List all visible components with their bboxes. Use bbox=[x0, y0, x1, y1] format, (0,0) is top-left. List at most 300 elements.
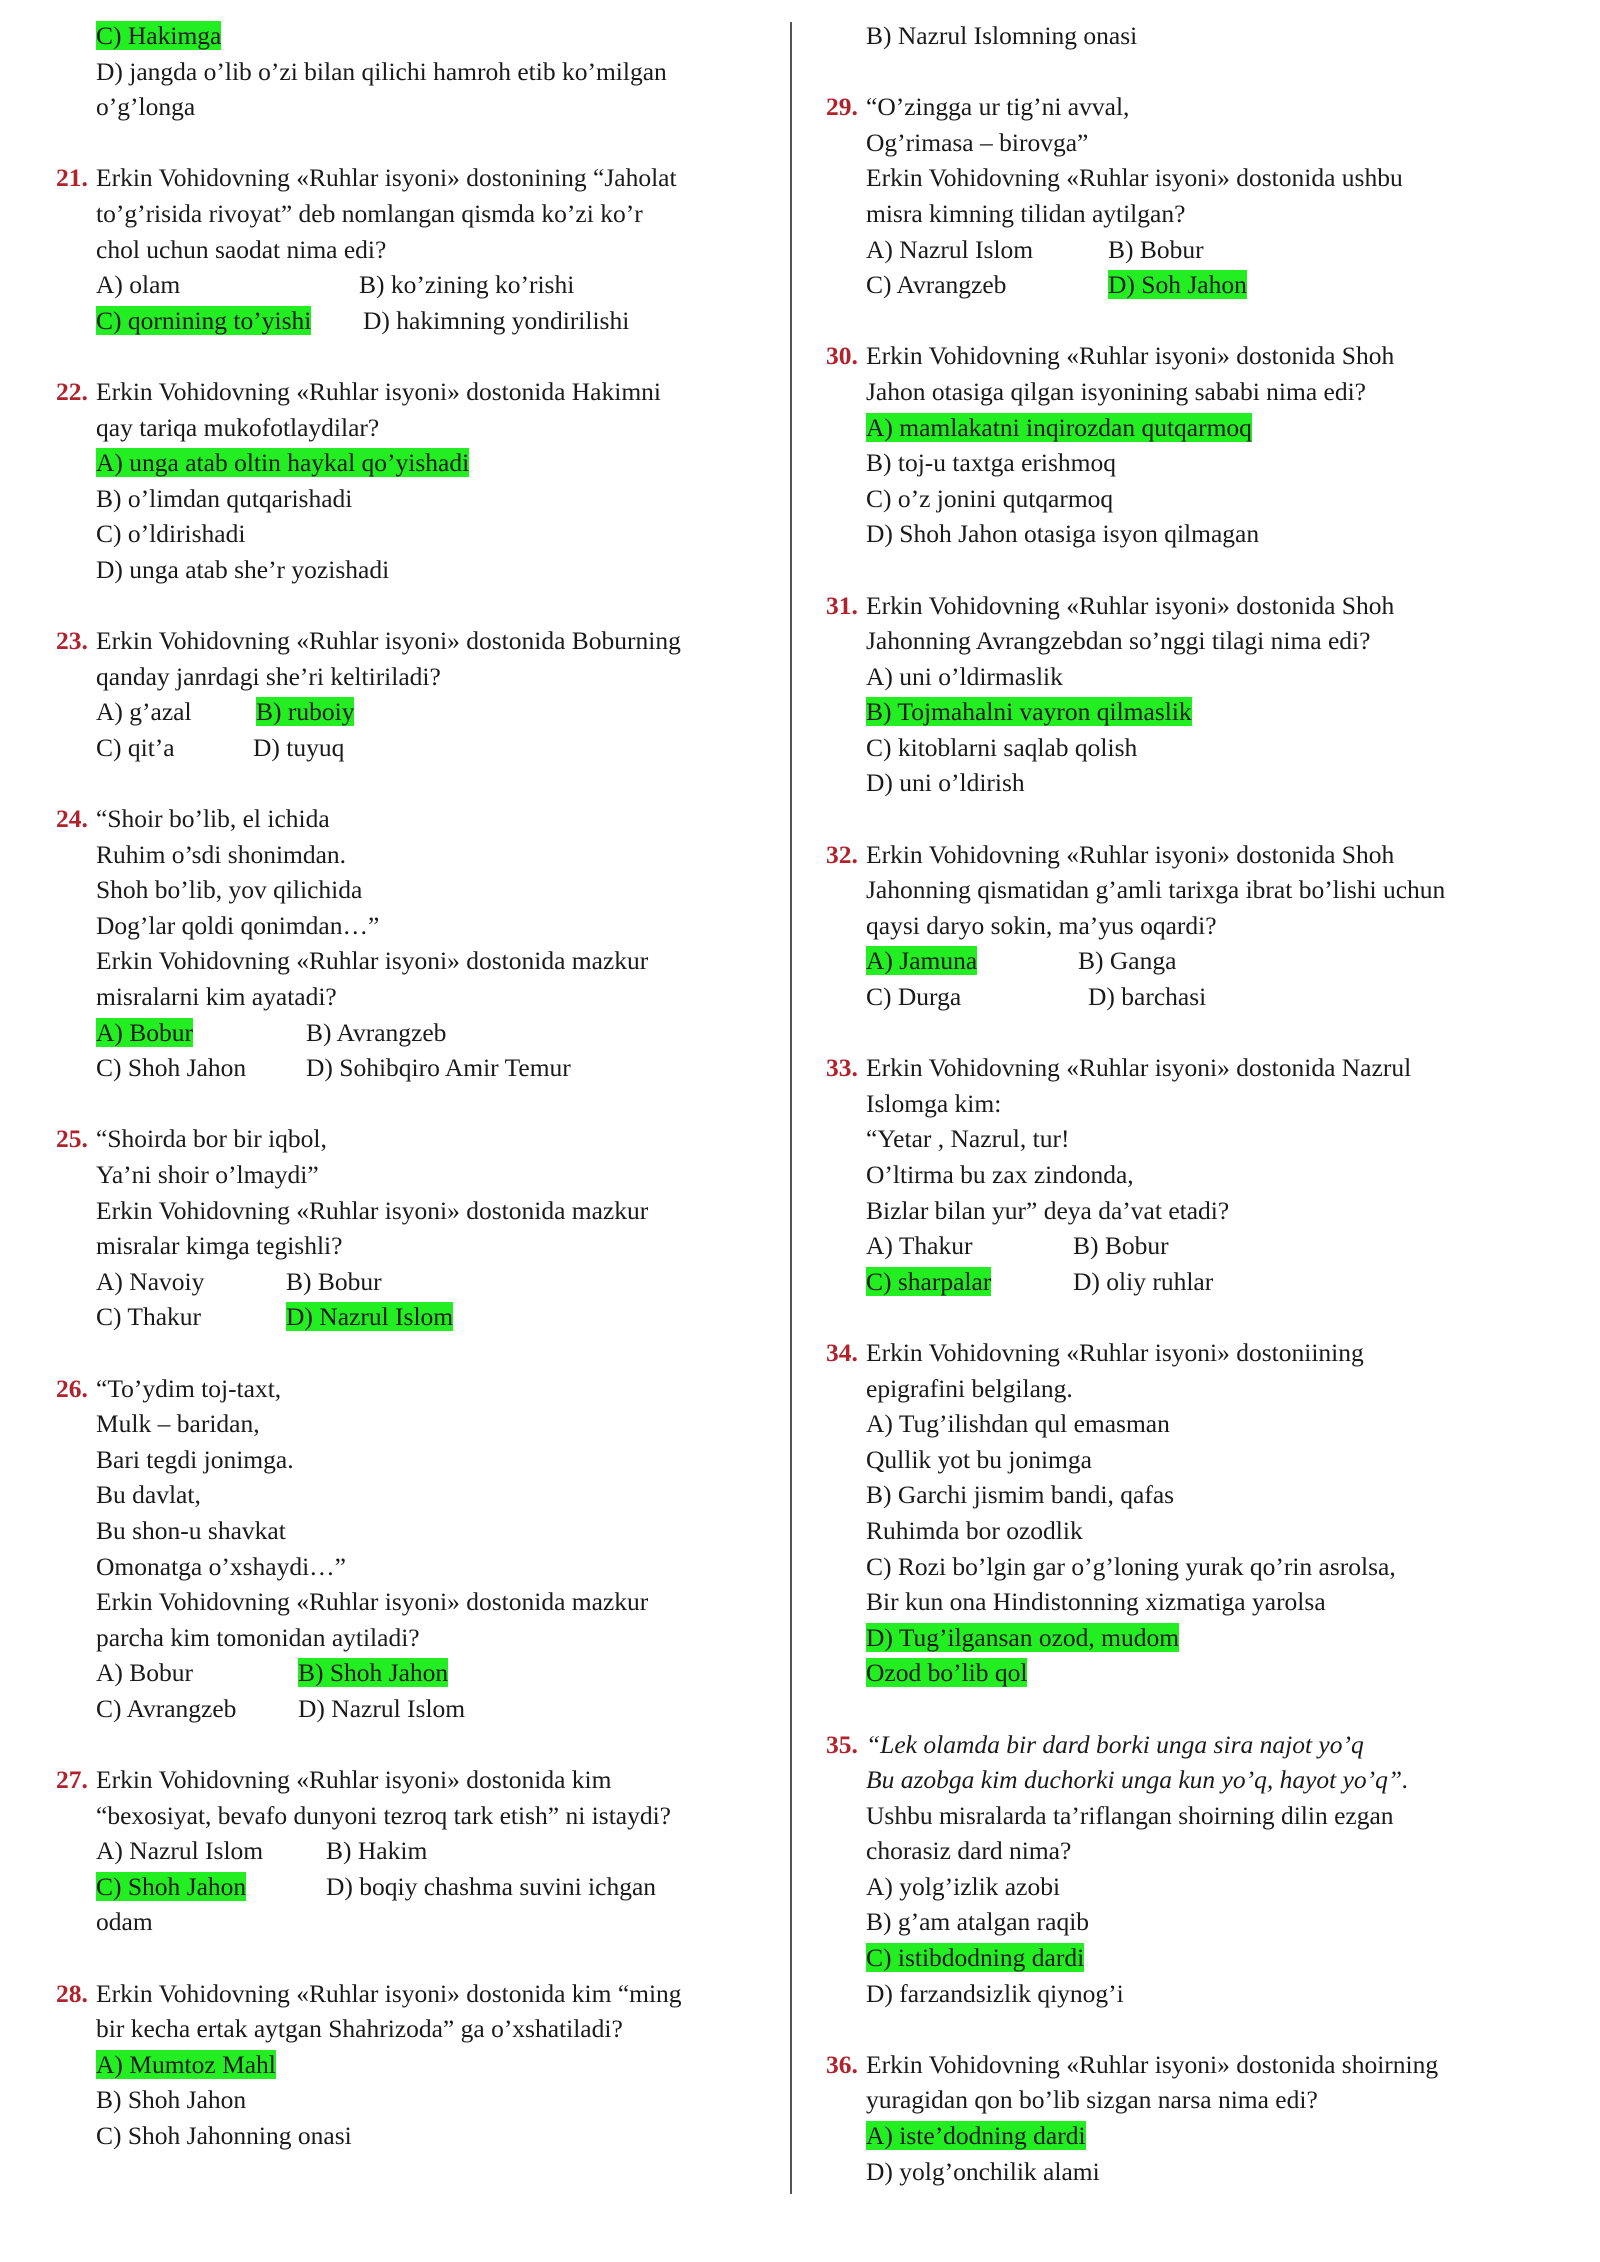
question-block bbox=[826, 588, 1546, 802]
answer-option bbox=[96, 1264, 286, 1300]
answer-option bbox=[96, 516, 245, 552]
option-row bbox=[56, 2047, 776, 2083]
answer-option bbox=[866, 1442, 1092, 1478]
answer-text: D) unga atab she’r yozishadi bbox=[96, 554, 390, 584]
question-text: Erkin Vohidovning «Ruhlar isyoni» dostonida mazkur bbox=[96, 1195, 649, 1225]
correct-answer: C) Shoh Jahon bbox=[96, 1871, 247, 1901]
option-row bbox=[826, 1228, 1546, 1264]
question-line bbox=[56, 1798, 776, 1834]
question-text: Jahon otasiga qilgan isyonining sababi nima edi? bbox=[866, 376, 1366, 406]
question-line bbox=[56, 1406, 776, 1442]
option-row bbox=[826, 1264, 1546, 1300]
question-block bbox=[56, 160, 776, 338]
option-row bbox=[826, 2154, 1546, 2190]
question-line bbox=[56, 1121, 776, 1157]
answer-option bbox=[866, 979, 1088, 1015]
question-text: Erkin Vohidovning «Ruhlar isyoni» dostonida shoirning bbox=[866, 2049, 1439, 2079]
correct-answer: A) Bobur bbox=[96, 1017, 194, 1047]
answer-option bbox=[298, 1691, 465, 1727]
option-row bbox=[56, 303, 776, 339]
question-text: yuragidan qon bo’lib sizgan narsa nima edi? bbox=[866, 2085, 1318, 2115]
answer-text: Bir kun ona Hindistonning xizmatiga yarolsa bbox=[866, 1587, 1326, 1617]
question-text: Erkin Vohidovning «Ruhlar isyoni» dostonida Hakimni bbox=[96, 376, 662, 406]
question-text: qay tariqa mukofotlaydilar? bbox=[96, 412, 380, 442]
answer-text: A) olam bbox=[96, 270, 181, 300]
answer-text: B) Avrangzeb bbox=[306, 1017, 447, 1047]
question-text: Erkin Vohidovning «Ruhlar isyoni» dostonida Shoh bbox=[866, 341, 1395, 371]
question-text: Erkin Vohidovning «Ruhlar isyoni» dostonida mazkur bbox=[96, 946, 649, 976]
option-row bbox=[56, 516, 776, 552]
option-row bbox=[56, 1299, 776, 1335]
question-text: “Lek olamda bir dard borki unga sira najot yo’q bbox=[866, 1729, 1364, 1759]
correct-answer: B) Shoh Jahon bbox=[298, 1658, 449, 1688]
question-number: 34. bbox=[826, 1337, 858, 1367]
option-row bbox=[826, 943, 1546, 979]
question-text: Islomga kim: bbox=[866, 1088, 1002, 1118]
answer-text: C) Thakur bbox=[96, 1302, 202, 1332]
answer-text: D) Nazrul Islom bbox=[298, 1693, 466, 1723]
answer-text: D) jangda o’lib o’zi bilan qilichi hamroh etib ko’milgan bbox=[96, 56, 667, 86]
question-line bbox=[826, 2082, 1546, 2118]
option-row bbox=[56, 481, 776, 517]
question-line bbox=[56, 1193, 776, 1229]
question-text: to’g’risida rivoyat” deb nomlangan qismda ko’zi ko’r bbox=[96, 198, 643, 228]
question-block bbox=[826, 18, 1546, 54]
question-line bbox=[826, 1193, 1546, 1229]
correct-answer: A) mamlakatni inqirozdan qutqarmoq bbox=[866, 412, 1252, 442]
question-line bbox=[826, 1833, 1546, 1869]
option-row bbox=[56, 18, 776, 54]
question-text: Jahonning Avrangzebdan so’nggi tilagi nima edi? bbox=[866, 626, 1371, 656]
question-line bbox=[826, 837, 1546, 873]
question-block bbox=[56, 1121, 776, 1335]
option-row bbox=[826, 445, 1546, 481]
answer-text: B) Garchi jismim bandi, qafas bbox=[866, 1480, 1175, 1510]
question-text: Erkin Vohidovning «Ruhlar isyoni» dostonining “Jaholat bbox=[96, 163, 677, 193]
question-text: Erkin Vohidovning «Ruhlar isyoni» dostonida kim bbox=[96, 1765, 612, 1795]
answer-option bbox=[96, 1299, 286, 1335]
question-text: “bexosiyat, bevafo dunyoni tezroq tark etish” ni istaydi? bbox=[96, 1800, 671, 1830]
question-block bbox=[56, 801, 776, 1086]
question-line bbox=[56, 659, 776, 695]
question-line bbox=[56, 943, 776, 979]
answer-option bbox=[866, 1228, 1073, 1264]
question-number: 26. bbox=[56, 1373, 88, 1403]
answer-option bbox=[866, 2154, 1100, 2190]
question-text: parcha kim tomonidan aytiladi? bbox=[96, 1622, 420, 1652]
answer-option bbox=[1078, 943, 1176, 979]
answer-option bbox=[96, 2047, 276, 2083]
answer-text: A) uni o’ldirmaslik bbox=[866, 661, 1063, 691]
question-block bbox=[826, 837, 1546, 1015]
answer-option bbox=[1073, 1228, 1169, 1264]
answer-option bbox=[326, 1833, 427, 1869]
question-text: Jahonning qismatidan g’amli tarixga ibrat bo’lishi uchun bbox=[866, 875, 1446, 905]
question-line bbox=[826, 374, 1546, 410]
question-line bbox=[826, 1335, 1546, 1371]
question-line bbox=[826, 196, 1546, 232]
question-line bbox=[826, 1727, 1546, 1763]
answer-text: B) Nazrul Islomning onasi bbox=[866, 21, 1138, 50]
answer-text: C) Shoh Jahonning onasi bbox=[96, 2121, 352, 2151]
question-text: Og’rimasa – birovga” bbox=[866, 127, 1089, 157]
answer-text: D) hakimning yondirilishi bbox=[363, 305, 630, 335]
answer-text: odam bbox=[96, 1907, 153, 1937]
option-row bbox=[826, 267, 1546, 303]
question-number: 35. bbox=[826, 1729, 858, 1759]
left-column bbox=[56, 18, 776, 2189]
question-line bbox=[56, 1371, 776, 1407]
question-text: chorasiz dard nima? bbox=[866, 1836, 1072, 1866]
answer-option bbox=[866, 1584, 1326, 1620]
question-text: Ya’ni shoir o’lmaydi” bbox=[96, 1160, 319, 1189]
question-line bbox=[56, 1442, 776, 1478]
question-block bbox=[826, 1335, 1546, 1691]
correct-answer: D) Soh Jahon bbox=[1108, 270, 1247, 300]
right-column bbox=[826, 18, 1546, 2225]
question-number: 29. bbox=[826, 92, 858, 122]
question-text: “To’ydim toj-taxt, bbox=[96, 1373, 282, 1403]
question-line bbox=[56, 1584, 776, 1620]
option-row bbox=[56, 730, 776, 766]
answer-option bbox=[866, 445, 1116, 481]
answer-option bbox=[96, 267, 359, 303]
question-line bbox=[56, 837, 776, 873]
question-text: Erkin Vohidovning «Ruhlar isyoni» dostonida Shoh bbox=[866, 839, 1395, 869]
answer-text: B) ko’zining ko’rishi bbox=[359, 270, 575, 300]
option-row bbox=[826, 18, 1546, 54]
option-row bbox=[56, 1655, 776, 1691]
question-line bbox=[56, 908, 776, 944]
answer-text: B) toj-u taxtga erishmoq bbox=[866, 448, 1116, 478]
question-number: 27. bbox=[56, 1765, 88, 1795]
question-text: Erkin Vohidovning «Ruhlar isyoni» dostoniining bbox=[866, 1337, 1364, 1367]
answer-option bbox=[1108, 267, 1247, 303]
question-text: Ushbu misralarda ta’riflangan shoirning dilin ezgan bbox=[866, 1800, 1394, 1830]
question-block bbox=[56, 1976, 776, 2154]
answer-text: A) Nazrul Islom bbox=[866, 234, 1034, 264]
answer-text: C) kitoblarni saqlab qolish bbox=[866, 732, 1138, 762]
question-block bbox=[56, 374, 776, 588]
correct-answer: C) qornining to’yishi bbox=[96, 305, 312, 335]
option-row bbox=[826, 1442, 1546, 1478]
question-text: Omonatga o’xshaydi…” bbox=[96, 1551, 346, 1581]
question-text: Erkin Vohidovning «Ruhlar isyoni» dostonida mazkur bbox=[96, 1587, 649, 1617]
question-number: 24. bbox=[56, 804, 88, 834]
answer-text: D) farzandsizlik qiynog’i bbox=[866, 1978, 1124, 2008]
answer-text: D) Sohibqiro Amir Temur bbox=[306, 1053, 571, 1083]
question-line bbox=[56, 1549, 776, 1585]
answer-option bbox=[866, 1513, 1083, 1549]
answer-option bbox=[96, 1869, 326, 1905]
correct-answer: D) Nazrul Islom bbox=[286, 1302, 454, 1332]
answer-option bbox=[866, 1549, 1396, 1585]
question-line bbox=[826, 623, 1546, 659]
question-text: Shoh bo’lib, yov qilichida bbox=[96, 875, 363, 905]
question-text: Bari tegdi jonimga. bbox=[96, 1444, 294, 1474]
option-row bbox=[56, 2118, 776, 2154]
answer-text: B) Bobur bbox=[1073, 1231, 1169, 1261]
answer-option bbox=[866, 516, 1259, 552]
option-row bbox=[826, 1549, 1546, 1585]
answer-option bbox=[866, 659, 1063, 695]
question-text: qanday janrdagi she’ri keltiriladi? bbox=[96, 661, 441, 691]
option-row bbox=[826, 410, 1546, 446]
question-text: Dog’lar qoldi qonimdan…” bbox=[96, 910, 380, 940]
answer-text: A) Navoiy bbox=[96, 1266, 205, 1296]
answer-text: B) o’limdan qutqarishadi bbox=[96, 483, 353, 513]
question-text: Erkin Vohidovning «Ruhlar isyoni» dostonida Nazrul bbox=[866, 1053, 1412, 1083]
answer-text: A) yolg’izlik azobi bbox=[866, 1871, 1061, 1901]
question-line bbox=[56, 1762, 776, 1798]
answer-option bbox=[96, 1904, 153, 1940]
question-line bbox=[826, 588, 1546, 624]
correct-answer: Ozod bo’lib qol bbox=[866, 1658, 1028, 1688]
question-line bbox=[826, 1157, 1546, 1193]
question-line bbox=[56, 979, 776, 1015]
answer-text: D) uni o’ldirish bbox=[866, 768, 1025, 798]
answer-text: o’g’longa bbox=[96, 92, 196, 122]
question-text: “Shoirda bor bir iqbol, bbox=[96, 1124, 327, 1154]
option-row bbox=[826, 1869, 1546, 1905]
question-text: qaysi daryo sokin, ma’yus oqardi? bbox=[866, 910, 1217, 940]
question-number: 23. bbox=[56, 626, 88, 656]
question-number: 33. bbox=[826, 1053, 858, 1083]
answer-option bbox=[253, 730, 344, 766]
option-row bbox=[56, 54, 776, 90]
option-row bbox=[826, 481, 1546, 517]
option-row bbox=[826, 1584, 1546, 1620]
question-text: Erkin Vohidovning «Ruhlar isyoni» dostonida kim “ming bbox=[96, 1978, 682, 2008]
answer-option bbox=[96, 1015, 306, 1051]
answer-text: C) o’z jonini qutqarmoq bbox=[866, 483, 1114, 513]
option-row bbox=[826, 694, 1546, 730]
question-line bbox=[56, 623, 776, 659]
answer-option bbox=[298, 1655, 448, 1691]
answer-option bbox=[363, 303, 629, 339]
question-number: 31. bbox=[826, 590, 858, 620]
answer-option bbox=[96, 694, 256, 730]
answer-option bbox=[866, 1869, 1060, 1905]
option-row bbox=[56, 1691, 776, 1727]
question-text: Erkin Vohidovning «Ruhlar isyoni» dostonida ushbu bbox=[866, 163, 1403, 193]
answer-option bbox=[256, 694, 354, 730]
option-row bbox=[56, 89, 776, 125]
question-number: 22. bbox=[56, 376, 88, 406]
answer-option bbox=[866, 1976, 1124, 2012]
answer-text: Ruhimda bor ozodlik bbox=[866, 1515, 1083, 1545]
option-row bbox=[56, 1833, 776, 1869]
question-line bbox=[56, 410, 776, 446]
question-line bbox=[826, 1121, 1546, 1157]
answer-text: A) Tug’ilishdan qul emasman bbox=[866, 1409, 1170, 1439]
answer-text: B) g’am atalgan raqib bbox=[866, 1907, 1090, 1937]
question-text: “Yetar , Nazrul, tur! bbox=[866, 1124, 1070, 1154]
question-line bbox=[56, 872, 776, 908]
question-number: 32. bbox=[826, 839, 858, 869]
question-line bbox=[56, 2011, 776, 2047]
answer-option bbox=[866, 18, 1137, 54]
option-row bbox=[56, 2082, 776, 2118]
answer-option bbox=[866, 267, 1108, 303]
answer-text: D) Shoh Jahon otasiga isyon qilmagan bbox=[866, 519, 1260, 549]
question-line bbox=[826, 1762, 1546, 1798]
answer-text: C) qit’a bbox=[96, 732, 175, 762]
option-row bbox=[826, 765, 1546, 801]
option-row bbox=[826, 232, 1546, 268]
question-number: 36. bbox=[826, 2049, 858, 2079]
question-line bbox=[826, 125, 1546, 161]
answer-text: B) Hakim bbox=[326, 1836, 428, 1866]
answer-option bbox=[96, 1833, 326, 1869]
answer-option bbox=[326, 1869, 656, 1905]
question-line bbox=[826, 1371, 1546, 1407]
question-block bbox=[826, 1050, 1546, 1299]
answer-text: D) oliy ruhlar bbox=[1073, 1266, 1214, 1296]
answer-option bbox=[866, 1655, 1027, 1691]
answer-option bbox=[286, 1299, 453, 1335]
question-text: Bu davlat, bbox=[96, 1480, 201, 1510]
answer-option bbox=[96, 54, 667, 90]
answer-option bbox=[1088, 979, 1206, 1015]
question-number: 25. bbox=[56, 1124, 88, 1154]
answer-text: D) boqiy chashma suvini ichgan bbox=[326, 1871, 657, 1901]
question-block bbox=[56, 1371, 776, 1727]
answer-option bbox=[866, 410, 1252, 446]
answer-option bbox=[1108, 232, 1204, 268]
answer-option bbox=[866, 481, 1113, 517]
column-divider bbox=[790, 22, 792, 2194]
question-line bbox=[826, 160, 1546, 196]
question-block bbox=[56, 1762, 776, 1940]
question-text: Erkin Vohidovning «Ruhlar isyoni» dostonida Boburning bbox=[96, 626, 681, 656]
option-row bbox=[826, 1940, 1546, 1976]
option-row bbox=[826, 1477, 1546, 1513]
question-block bbox=[826, 2047, 1546, 2189]
answer-option bbox=[96, 1655, 298, 1691]
question-line bbox=[826, 908, 1546, 944]
answer-text: C) Rozi bo’lgin gar o’g’loning yurak qo’rin asrolsa, bbox=[866, 1551, 1396, 1581]
question-number: 21. bbox=[56, 163, 88, 193]
option-row bbox=[826, 516, 1546, 552]
question-line bbox=[826, 2047, 1546, 2083]
option-row bbox=[826, 1406, 1546, 1442]
question-line bbox=[56, 1477, 776, 1513]
answer-option bbox=[96, 445, 469, 481]
answer-text: Qullik yot bu jonimga bbox=[866, 1444, 1092, 1474]
option-row bbox=[56, 1869, 776, 1905]
option-row bbox=[56, 1264, 776, 1300]
option-row bbox=[826, 2118, 1546, 2154]
option-row bbox=[826, 1904, 1546, 1940]
question-line bbox=[56, 801, 776, 837]
correct-answer: A) Mumtoz Mahl bbox=[96, 2049, 276, 2079]
answer-option bbox=[866, 1620, 1179, 1656]
option-row bbox=[56, 1904, 776, 1940]
answer-option bbox=[866, 943, 1078, 979]
correct-answer: D) Tug’ilgansan ozod, mudom bbox=[866, 1622, 1180, 1652]
option-row bbox=[56, 694, 776, 730]
question-line bbox=[826, 1050, 1546, 1086]
answer-option bbox=[866, 730, 1137, 766]
question-block bbox=[56, 623, 776, 765]
answer-option bbox=[359, 267, 574, 303]
question-line bbox=[56, 374, 776, 410]
question-text: “Shoir bo’lib, el ichida bbox=[96, 804, 330, 834]
question-line bbox=[56, 196, 776, 232]
question-line bbox=[826, 89, 1546, 125]
question-text: O’ltirma bu zax zindonda, bbox=[866, 1160, 1134, 1189]
answer-option bbox=[866, 1264, 1073, 1300]
question-line bbox=[56, 1228, 776, 1264]
answer-option bbox=[866, 694, 1192, 730]
answer-option bbox=[866, 765, 1025, 801]
question-text: Bu shon-u shavkat bbox=[96, 1515, 286, 1545]
answer-text: C) Durga bbox=[866, 982, 962, 1012]
answer-text: C) Avrangzeb bbox=[96, 1693, 237, 1723]
answer-option bbox=[96, 1691, 298, 1727]
answer-text: B) Ganga bbox=[1078, 946, 1177, 976]
option-row bbox=[826, 730, 1546, 766]
option-row bbox=[826, 979, 1546, 1015]
correct-answer: C) istibdodning dardi bbox=[866, 1943, 1085, 1973]
answer-option bbox=[96, 303, 363, 339]
answer-option bbox=[286, 1264, 382, 1300]
answer-option bbox=[96, 552, 389, 588]
question-line bbox=[826, 1086, 1546, 1122]
answer-option bbox=[96, 89, 195, 125]
option-row bbox=[826, 1513, 1546, 1549]
answer-text: A) Thakur bbox=[866, 1231, 973, 1261]
question-block bbox=[826, 89, 1546, 303]
answer-text: B) Shoh Jahon bbox=[96, 2085, 247, 2115]
correct-answer: C) sharpalar bbox=[866, 1266, 992, 1296]
question-line bbox=[56, 1157, 776, 1193]
answer-text: C) o’ldirishadi bbox=[96, 519, 246, 549]
correct-answer: A) Jamuna bbox=[866, 946, 978, 976]
answer-option bbox=[96, 1050, 306, 1086]
question-line bbox=[826, 872, 1546, 908]
answer-text: A) g’azal bbox=[96, 697, 192, 727]
answer-text: D) barchasi bbox=[1088, 982, 1207, 1012]
option-row bbox=[826, 1976, 1546, 2012]
question-text: misra kimning tilidan aytilgan? bbox=[866, 198, 1186, 228]
answer-text: C) Shoh Jahon bbox=[96, 1053, 247, 1083]
answer-option bbox=[866, 232, 1108, 268]
question-block bbox=[56, 18, 776, 125]
option-row bbox=[56, 552, 776, 588]
question-number: 30. bbox=[826, 341, 858, 371]
answer-option bbox=[306, 1015, 446, 1051]
question-line bbox=[826, 1798, 1546, 1834]
answer-text: D) tuyuq bbox=[253, 732, 345, 762]
question-line bbox=[56, 1976, 776, 2012]
answer-option bbox=[96, 2082, 246, 2118]
question-text: Mulk – baridan, bbox=[96, 1409, 260, 1439]
answer-option bbox=[1073, 1264, 1213, 1300]
question-text: Erkin Vohidovning «Ruhlar isyoni» dostonida Shoh bbox=[866, 590, 1395, 620]
question-text: chol uchun saodat nima edi? bbox=[96, 234, 387, 264]
correct-answer: C) Hakimga bbox=[96, 21, 222, 50]
answer-text: D) yolg’onchilik alami bbox=[866, 2156, 1100, 2186]
option-row bbox=[56, 445, 776, 481]
option-row bbox=[56, 1015, 776, 1051]
answer-text: B) Bobur bbox=[1108, 234, 1204, 264]
answer-option bbox=[866, 1940, 1084, 1976]
answer-option bbox=[866, 1406, 1170, 1442]
question-line bbox=[826, 338, 1546, 374]
answer-option bbox=[866, 1477, 1174, 1513]
